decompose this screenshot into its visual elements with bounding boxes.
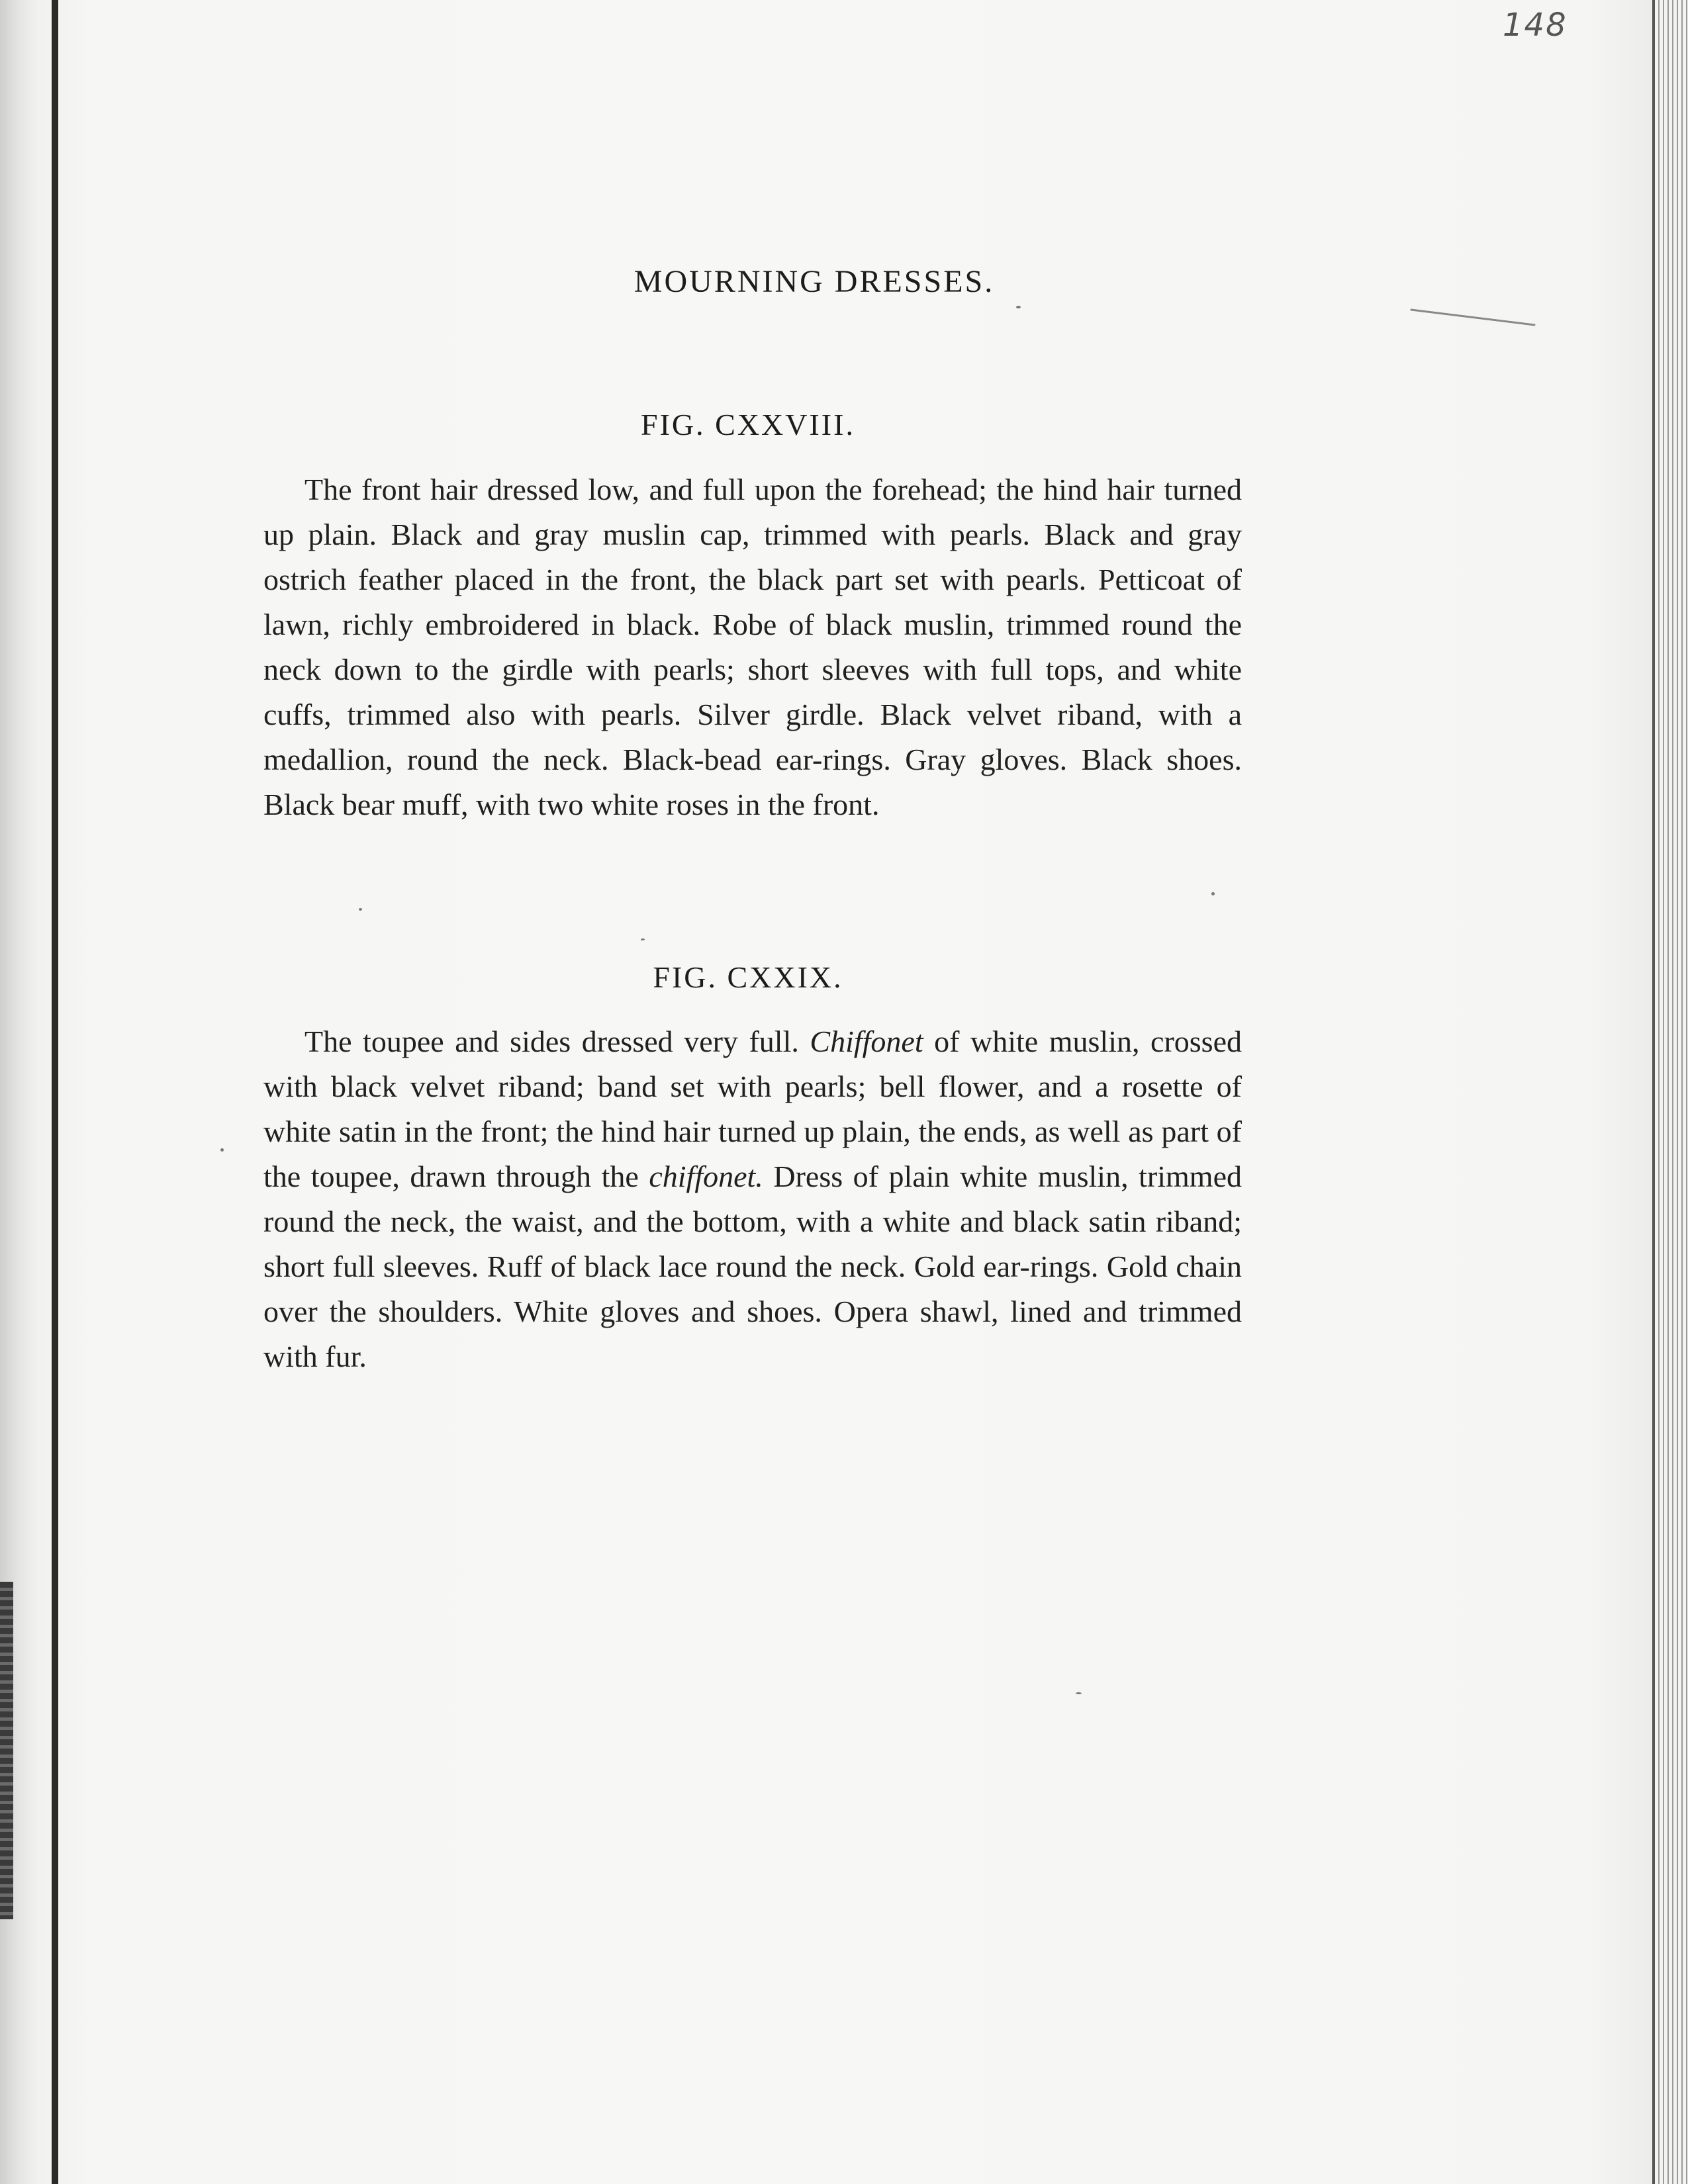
italic-term: chiffonet. <box>649 1160 763 1193</box>
scan-speck <box>359 908 362 911</box>
scan-speck <box>1076 1692 1082 1694</box>
page-stack-edges <box>1655 0 1688 2184</box>
scan-scratch <box>1411 308 1536 326</box>
scan-speck <box>1211 892 1215 895</box>
page-number: 148 <box>1503 7 1568 44</box>
scan-speck <box>641 938 645 940</box>
figure-heading: FIG. CXXVIII. <box>641 408 855 441</box>
figure-description: The front hair dressed low, and full upon the forehead; the hind hair turned up plain. Black and gray muslin cap, trimmed with pearls. Black and gray ostrich feather placed in the front, the black part set with pearls. Petticoat of lawn, richly embroidered in black. Robe of black muslin, trimmed round the neck down to the girdle with pearls; short sleeves with full tops, and white cuffs, trimmed also with pearls. Silver girdle. Black velvet riband, with a medallion, round the neck. Black-bead ear-rings. Gray gloves. Black shoes. Black bear muff, with two white roses in the front. <box>263 473 1242 821</box>
text-run: of white muslin, crossed with black velvet riband; band set with pearls; bell flower, and a rosette of white satin in the front; the hind hair turned up plain, the ends, as well as part of the toupee, drawn through the <box>263 1024 1242 1193</box>
gutter-edge <box>52 0 58 2184</box>
text-run: The toupee and sides dressed very full. <box>305 1024 810 1058</box>
italic-term: Chiffonet <box>810 1024 923 1058</box>
text-run: Dress of plain white muslin, trimmed round the neck, the waist, and the bottom, with a white and black satin riband; short full sleeves. Ruff of black lace round the neck. Gold ear-rings. Gold chain over the shoulders. White gloves and shoes. Opera shawl, lined and trimmed with fur. <box>263 1160 1242 1373</box>
scan-speck <box>1016 306 1021 308</box>
torn-gutter-edge <box>0 1582 13 1919</box>
figure-description <box>263 1019 1242 1379</box>
page-title: MOURNING DRESSES. <box>633 264 995 299</box>
figure-heading: FIG. CXXIX. <box>653 960 843 994</box>
scan-speck <box>220 1148 224 1152</box>
